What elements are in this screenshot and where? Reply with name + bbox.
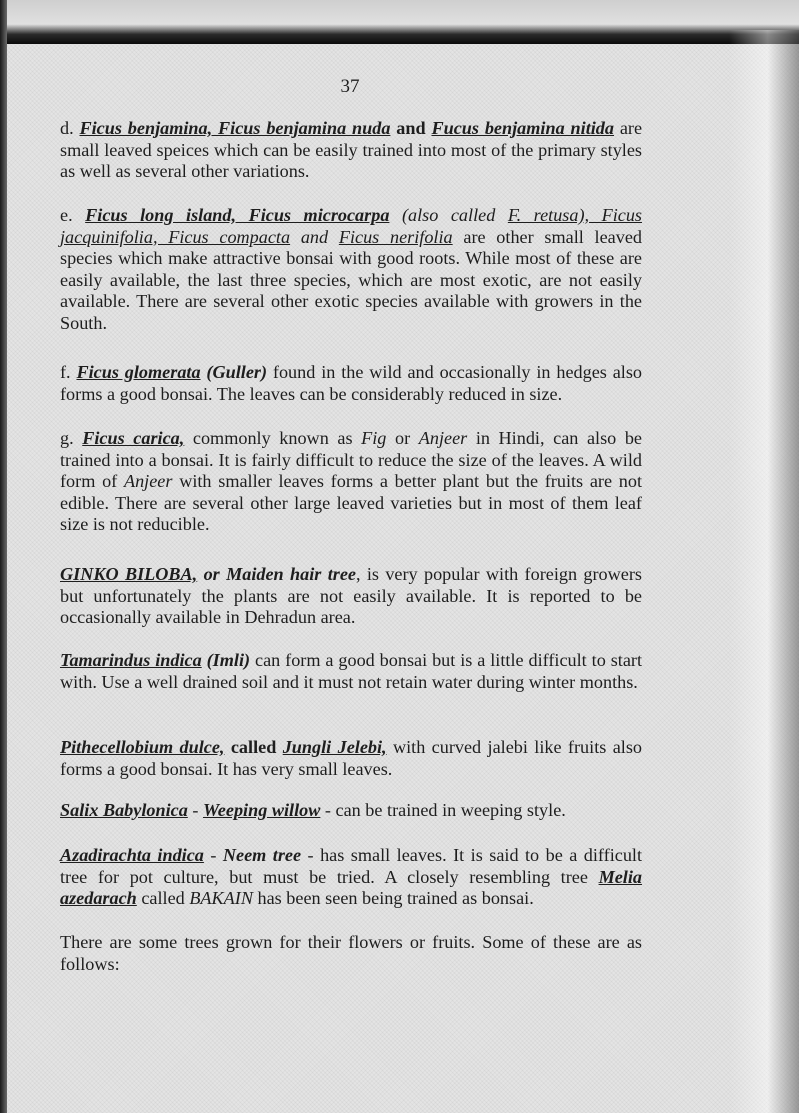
species-name: Ficus carica, — [82, 428, 185, 448]
species-name: Fucus benjamina nitida — [431, 118, 614, 138]
paragraph-tamarindus — [60, 650, 642, 693]
body-text: are small leaved speices which can be easily trained into most of the primary styles as well as several other variations. — [60, 118, 643, 181]
dash: - — [192, 800, 199, 820]
called-text: called — [141, 888, 185, 908]
dash: - — [210, 845, 217, 865]
conjunction: and — [396, 118, 426, 138]
species-name: Ficus glomerata — [76, 362, 201, 382]
species-name: Ficus long island, Ficus microcarpa — [85, 205, 390, 225]
species-name: Melia azedarach — [60, 866, 643, 908]
conjunction: and — [300, 226, 329, 247]
page-fold-shadow — [729, 30, 799, 1113]
paragraph-g — [60, 428, 642, 536]
body-text: has been seen being trained as bonsai. — [257, 888, 534, 908]
item-label: e. — [60, 205, 73, 225]
body-text: are other small leaved species which make attractive bonsai with good roots. While most of these are easily available, the last three species, which are most exotic, are not easily available. There are several other exotic species available with growers in the South. — [60, 226, 643, 333]
common-name: or Maiden hair tree — [203, 564, 356, 584]
common-name: Anjeer — [123, 471, 173, 491]
paragraph-closing — [60, 932, 642, 975]
body-text: can form a good bonsai but is a little difficult to start with. Use a well drained soil and it must not retain water during winter months. — [60, 650, 643, 692]
species-name: Ficus nerifolia — [338, 226, 453, 247]
common-name: Weeping willow — [202, 800, 321, 820]
body-text: in Hindi, can also be trained into a bonsai. It is fairly difficult to reduce the size of the leaves. A wild form of — [60, 428, 643, 491]
species-name: Salix Babylonica — [60, 800, 188, 820]
species-name: GINKO BILOBA, — [60, 564, 198, 584]
body-text: commonly known as — [192, 428, 353, 448]
paragraph-e — [60, 205, 642, 334]
common-name: (Guller) — [206, 362, 268, 382]
called-text: called — [230, 737, 277, 757]
species-name: Tamarindus indica — [60, 650, 202, 670]
page-number: 37 — [340, 76, 360, 97]
body-text: There are some trees grown for their flowers or fruits. Some of these are as follows: — [60, 932, 642, 974]
species-name: F. retusa), Ficus jacquinifolia, Ficus compacta — [60, 205, 642, 247]
paragraph-f — [60, 362, 642, 405]
item-label: f. — [60, 362, 71, 382]
body-text: , is very popular with foreign growers but unfortunately the plants are not easily available. It is reported to be occasionally available in Dehradun area. — [60, 564, 642, 627]
common-name: Fig — [361, 428, 387, 448]
paragraph-salix — [60, 800, 642, 822]
body-text: - can be trained in weeping style. — [324, 800, 566, 820]
body-text: with curved jalebi like fruits also forms a good bonsai. It has very small leaves. — [60, 737, 642, 779]
body-text: with smaller leaves forms a better plant but the fruits are not edible. There are several other large leaved varieties but in most of them leaf size is not reducible. — [60, 471, 643, 534]
paragraph-ginko — [60, 564, 642, 629]
body-text: found in the wild and occasionally in hedges also forms a good bonsai. The leaves can be considerably reduced in size. — [60, 362, 643, 404]
scan-left-edge — [0, 0, 7, 1113]
paragraph-d — [60, 118, 642, 183]
paragraph-azadirachta — [60, 845, 642, 910]
body-text: - has small leaves. It is said to be a difficult tree for pot culture, but must be tried. A closely resembling tree — [60, 845, 643, 887]
common-name: BAKAIN — [189, 888, 253, 908]
item-label: g. — [60, 428, 74, 448]
paragraph-pithecellobium — [60, 737, 642, 780]
common-name: Jungli Jelebi, — [282, 737, 387, 757]
common-name: Neem tree — [222, 845, 302, 865]
item-label: d. — [60, 118, 74, 138]
common-name: (Imli) — [206, 650, 251, 670]
common-name: Anjeer — [418, 428, 468, 448]
species-name: Pithecellobium dulce, — [60, 737, 225, 757]
conjunction: or — [394, 428, 411, 448]
species-name: Azadirachta indica — [60, 845, 204, 865]
aside-text: (also called — [401, 205, 496, 225]
species-name: Ficus benjamina, Ficus benjamina nuda — [79, 118, 391, 138]
scan-top-border — [0, 0, 799, 44]
